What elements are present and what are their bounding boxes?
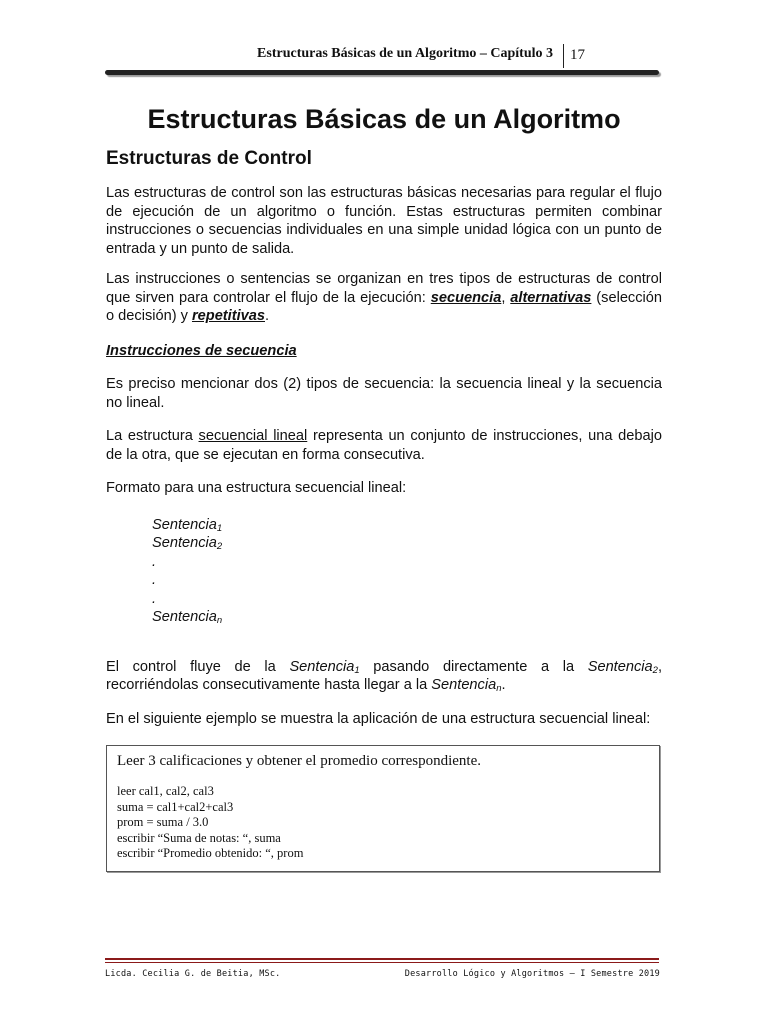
term-alternativas: alternativas <box>510 289 592 306</box>
header-title: Estructuras Básicas de un Algoritmo – Capítulo 3 <box>257 46 553 61</box>
text-span: Sentencia <box>587 658 653 675</box>
code-line: leer cal1, cal2, cal3 <box>117 784 214 798</box>
text-span: , <box>501 289 511 306</box>
text-span: El control fluye de la <box>106 658 290 675</box>
text-span: representa un conjunto de instrucciones, una debajo de la otra, que se ejecutan en forma consecutiva. <box>106 428 662 463</box>
text-span: pasando directamente a la <box>359 658 588 675</box>
text-span: Sentencia <box>152 535 217 551</box>
sequence-dot: . <box>152 553 157 570</box>
subsection-title: Instrucciones de secuencia <box>106 342 297 359</box>
example-title: Leer 3 calificaciones y obtener el promedio correspondiente. <box>117 753 482 769</box>
footer-author: Licda. Cecilia G. de Beitia, MSc. <box>105 969 281 979</box>
subscript: n <box>496 683 502 694</box>
sequence-format <box>152 516 662 627</box>
example-box <box>106 745 660 872</box>
paragraph-control-types <box>106 270 662 326</box>
sequence-line-n <box>152 608 662 627</box>
sequence-line-1 <box>152 516 662 535</box>
paragraph-control-flow <box>106 658 662 695</box>
text-span: Sentencia <box>152 516 217 533</box>
page-title: Estructuras Básicas de un Algoritmo <box>147 104 621 134</box>
subscript: n <box>216 615 223 626</box>
footer-rule-thin <box>105 962 659 963</box>
text-span: Sentencia <box>289 658 355 675</box>
paragraph-example-intro: En el siguiente ejemplo se muestra la aplicación de una estructura secuencial lineal: <box>106 710 651 727</box>
text-span: Las instrucciones o sentencias se organizan en tres tipos de estructuras de control que sirven para controlar el flujo de la ejecución: <box>106 271 662 306</box>
paragraph-format: Formato para una estructura secuencial lineal: <box>106 480 407 496</box>
subscript: 2 <box>216 541 223 552</box>
paragraph-linear-sequence <box>106 427 662 464</box>
paragraph-intro: Las estructuras de control son las estructuras básicas necesarias para regular el flujo de ejecución de un algoritmo o función. Estas estructuras permiten combinar instrucciones o secuencias individuales en una simple unidad lógica con un punto de entrada y un punto de salida. <box>106 185 662 257</box>
term-secuencial-lineal: secuencial lineal <box>198 428 308 444</box>
sequence-dot: . <box>152 590 157 607</box>
term-repetitivas: repetitivas <box>191 308 265 324</box>
sequence-line-2 <box>152 534 662 553</box>
subscript: 1 <box>354 664 360 676</box>
text-span: . <box>501 677 506 693</box>
header-separator <box>563 44 564 68</box>
text-span: , recorriéndolas consecutivamente hasta llegar a la <box>106 658 662 693</box>
page-content <box>106 100 662 728</box>
text-span: Sentencia <box>431 677 497 693</box>
term-secuencia: secuencia <box>430 289 502 306</box>
footer-course: Desarrollo Lógico y Algoritmos – I Semestre 2019 <box>404 969 660 979</box>
footer-rule <box>105 958 659 960</box>
example-code <box>117 784 303 862</box>
code-line: escribir “Suma de notas: “, suma <box>117 830 281 845</box>
text-span: La estructura <box>106 428 199 444</box>
header-rule <box>105 70 659 75</box>
sequence-dot: . <box>152 572 157 588</box>
page-header <box>105 44 665 68</box>
page-number: 17 <box>570 47 585 63</box>
code-line: escribir “Promedio obtenido: “, prom <box>117 846 304 860</box>
code-line: suma = cal1+cal2+cal3 <box>117 799 234 814</box>
subscript: 2 <box>652 664 658 676</box>
text-span: . <box>265 308 270 324</box>
subscript: 1 <box>216 522 223 534</box>
code-line: prom = suma / 3.0 <box>117 815 209 829</box>
section-title: Estructuras de Control <box>106 148 312 169</box>
text-span: Sentencia <box>152 609 217 625</box>
paragraph-sequence-types: Es preciso mencionar dos (2) tipos de secuencia: la secuencia lineal y la secuencia no lineal. <box>106 376 662 411</box>
text-span: (selección o decisión) y <box>106 289 662 324</box>
